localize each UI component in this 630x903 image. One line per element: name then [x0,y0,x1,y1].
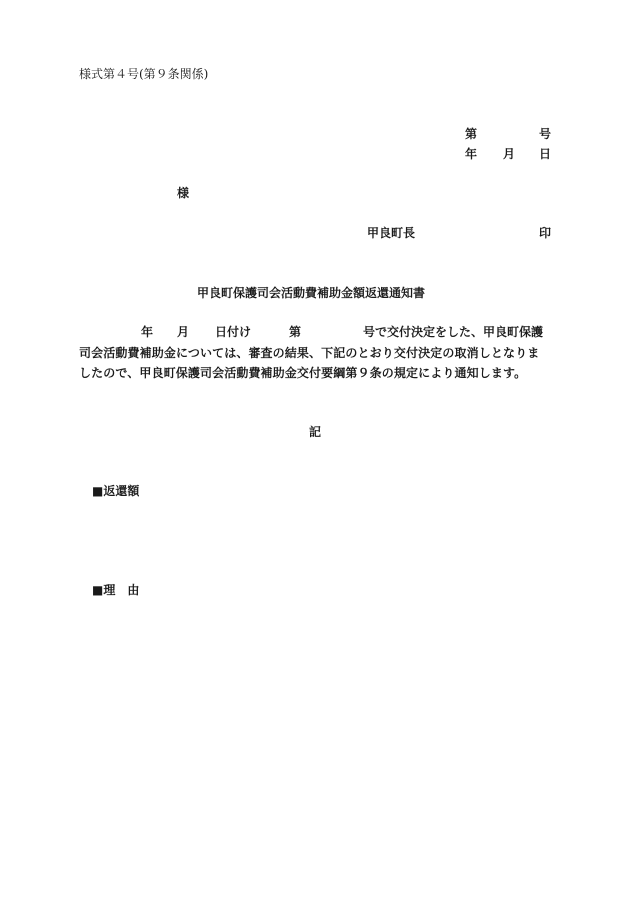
sender-title: 甲良町長 [367,226,416,240]
date-day: 日 [539,147,552,161]
date-month: 月 [503,147,516,161]
body-line1-rest: 号で交付決定をした、甲良町保護 [363,325,544,339]
body-dated: 日付け [215,325,252,339]
document-title: 甲良町保護司会活動費補助金額返還通知書 [197,286,426,300]
form-label: 様式第４号(第９条関係) [79,67,209,81]
body-number-prefix: 第 [289,325,302,339]
body-year: 年 [141,325,154,339]
section-refund-amount: ■返還額 [92,484,140,498]
section-reason: ■理 由 [92,583,140,597]
date-year: 年 [465,147,478,161]
body-line-3: したので、甲良町保護司会活動費補助金交付要綱第９条の規定により通知します。 [79,366,527,380]
addressee-suffix: 様 [177,186,190,200]
doc-number-suffix: 号 [539,127,552,141]
body-line-2: 司会活動費補助金については、審査の結果、下記のとおり交付決定の取消しとなりま [79,346,540,360]
seal-mark: 印 [539,226,552,240]
doc-number-prefix: 第 [465,127,478,141]
ki-marker: 記 [309,425,322,439]
body-month: 月 [177,325,190,339]
